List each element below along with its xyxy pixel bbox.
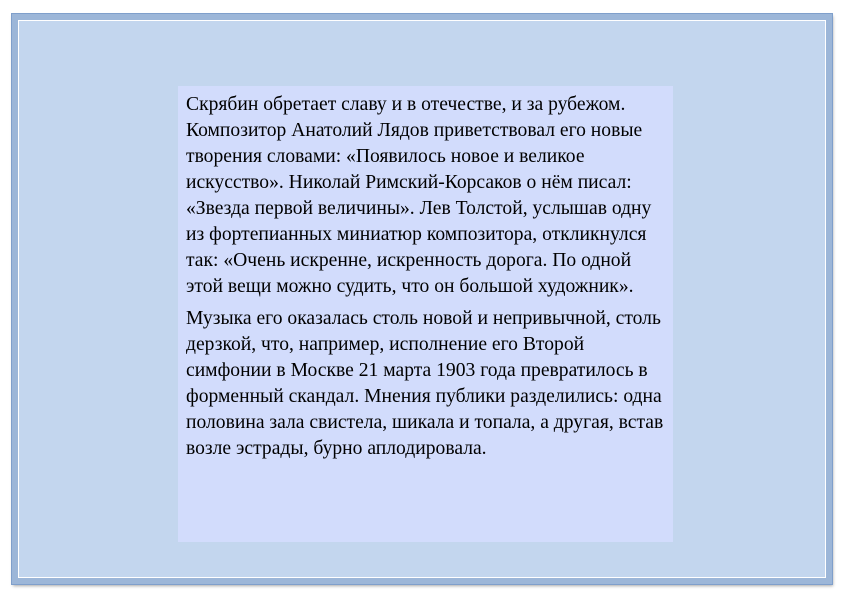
paragraph-second-symphony: Музыка его оказалась столь новой и непривычной, столь дерзкой, что, например, исполнение его Второй симфонии в Москве 21 марта 1903 года превратилось в форменный скандал. Мнения публики разделились: одна половина зала свистела, шикала и топала, а другая, встав возле эстрады, бурно аплодировала. — [186, 308, 664, 459]
text-box — [178, 86, 673, 542]
paragraph-scriabin-fame: Скрябин обретает славу и в отечестве, и за рубежом. Композитор Анатолий Лядов приветствовал его новые творения словами: «Появилось новое и великое искусство». Николай Римский-Корсаков о нём писал: «Звезда первой величины». Лев Толстой, услышав одну из фортепианных миниатюр композитора, откликнулся так: «Очень искренне, искренность дорога. По одной этой вещи можно судить, что он большой художник». — [186, 94, 652, 297]
slide — [12, 14, 832, 584]
